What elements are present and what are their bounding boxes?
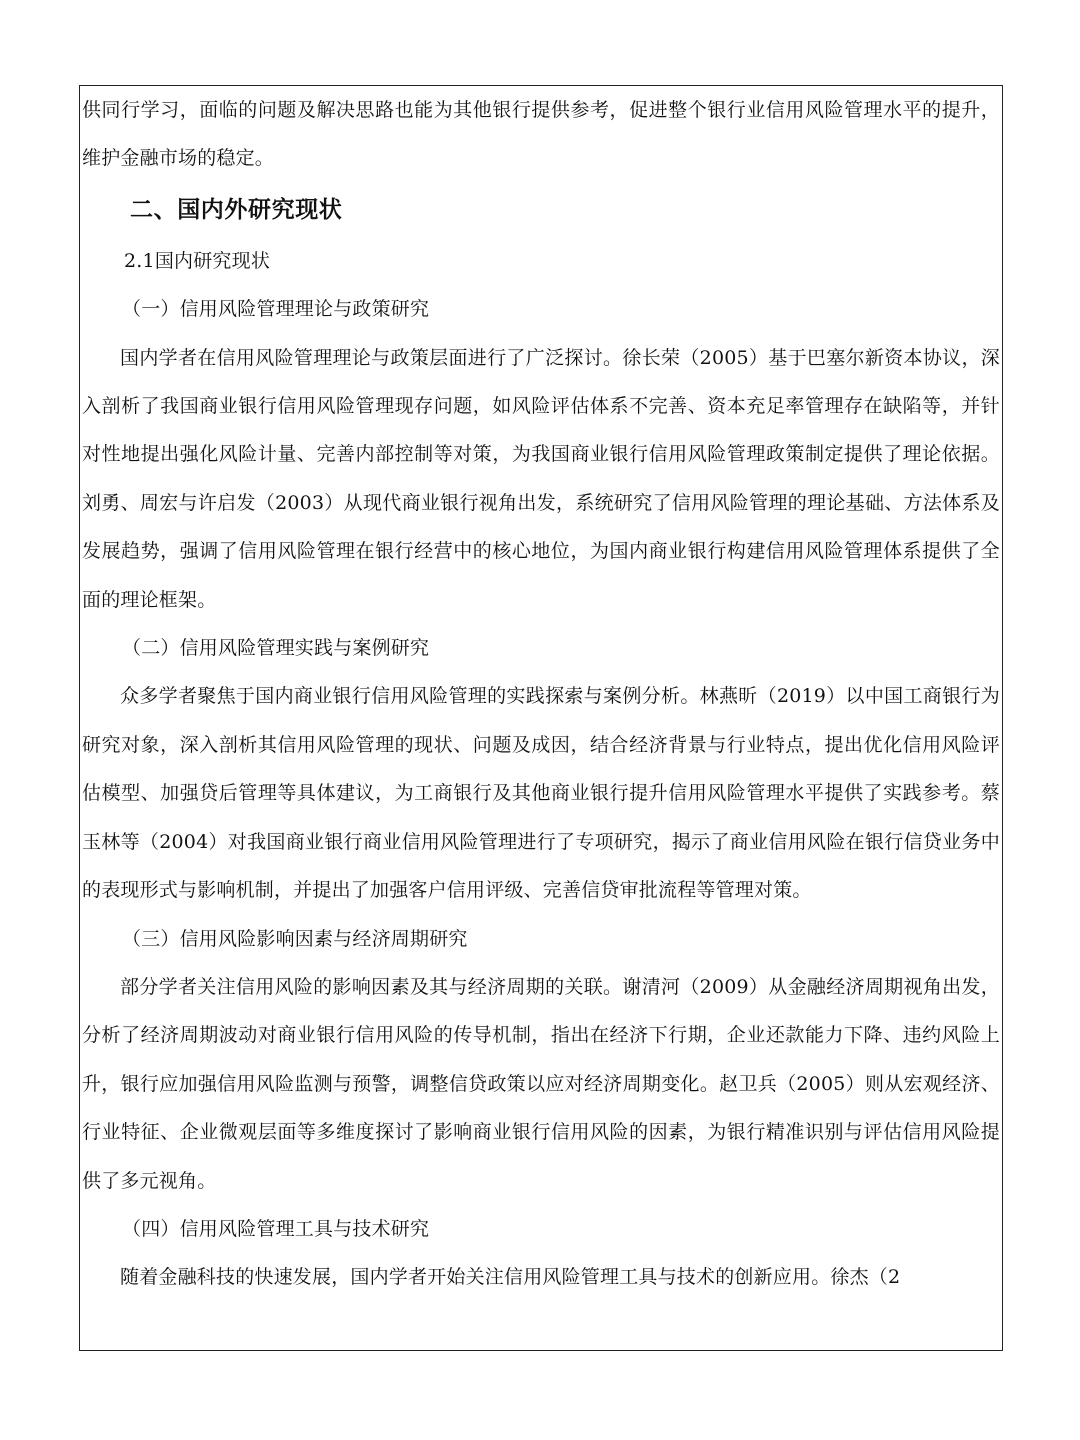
document-body [80,86,1002,1302]
subsection-4-title: （四）信用风险管理工具与技术研究 [122,1217,430,1240]
subsection-1-title: （一）信用风险管理理论与政策研究 [122,298,430,321]
subsection-3-paragraph: 部分学者关注信用风险的影响因素及其与经济周期的关联。谢清河（2009）从金融经济周期视角出发，分析了经济周期波动对商业银行信用风险的传导机制，指出在经济下行期，企业还款能力下降、违约风险上升，银行应加强信用风险监测与预警，调整信贷政策以应对经济周期变化。赵卫兵（2005）则从宏观经济、行业特征、企业微观层面等多维度探讨了影响商业银行信用风险的因素，为银行精准识别与评估信用风险提供了多元视角。 [82,975,1000,1192]
subsection-2-title: （二）信用风险管理实践与案例研究 [122,637,430,660]
subsection-1-paragraph: 国内学者在信用风险管理理论与政策层面进行了广泛探讨。徐长荣（2005）基于巴塞尔新资本协议，深入剖析了我国商业银行信用风险管理现存问题，如风险评估体系不完善、资本充足率管理存在缺陷等，并针对性地提出强化风险计量、完善内部控制等对策，为我国商业银行信用风险管理政策制定提供了理论依据。刘勇、周宏与许启发（2003）从现代商业银行视角出发，系统研究了信用风险管理的理论基础、方法体系及发展趋势，强调了信用风险管理在银行经营中的核心地位，为国内商业银行构建信用风险管理体系提供了全面的理论框架。 [82,346,1000,611]
subsection-3-title: （三）信用风险影响因素与经济周期研究 [122,927,468,950]
intro-continuation-paragraph: 供同行学习，面临的问题及解决思路也能为其他银行提供参考，促进整个银行业信用风险管理水平的提升，维护金融市场的稳定。 [82,99,1000,170]
document-frame [79,85,1003,1351]
subsection-2-paragraph: 众多学者聚焦于国内商业银行信用风险管理的实践探索与案例分析。林燕昕（2019）以中国工商银行为研究对象，深入剖析其信用风险管理的现状、问题及成因，结合经济背景与行业特点，提出优化信用风险评估模型、加强贷后管理等具体建议，为工商银行及其他商业银行提升信用风险管理水平提供了实践参考。蔡玉林等（2004）对我国商业银行商业信用风险管理进行了专项研究，揭示了商业信用风险在银行信贷业务中的表现形式与影响机制，并提出了加强客户信用评级、完善信贷审批流程等管理对策。 [82,685,1000,902]
domestic-research-heading: 2.1国内研究现状 [124,249,271,272]
section-heading: 二、国内外研究现状 [130,195,343,223]
subsection-4-paragraph: 随着金融科技的快速发展，国内学者开始关注信用风险管理工具与技术的创新应用。徐杰（2 [120,1266,901,1289]
